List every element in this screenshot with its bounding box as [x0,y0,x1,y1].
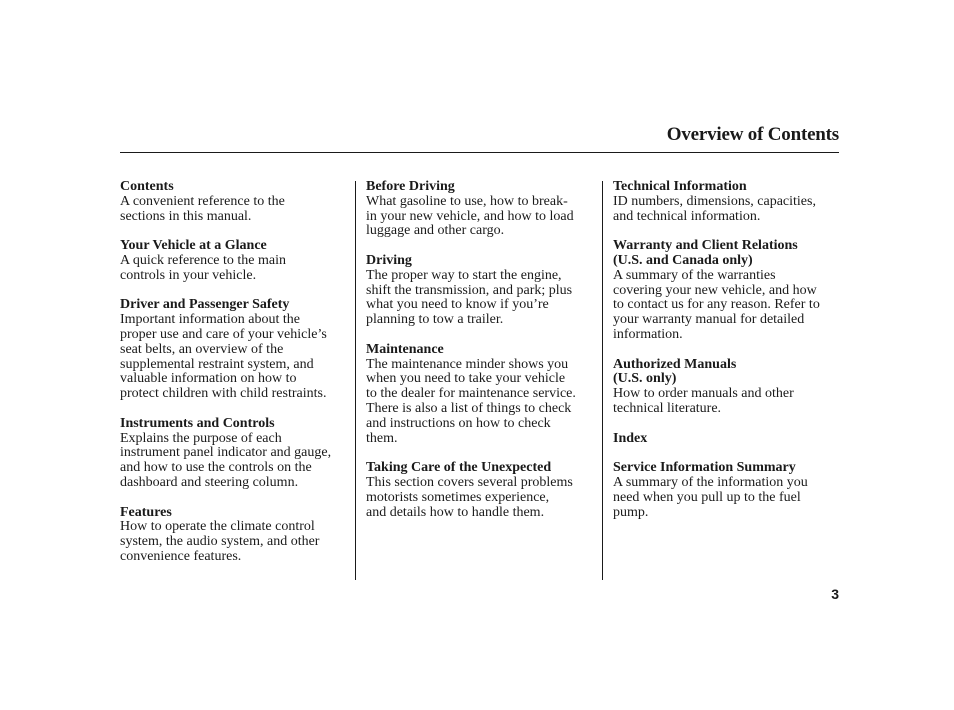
column-middle [366,180,600,535]
section-description: ID numbers, dimensions, capacities, and technical information. [613,193,816,224]
section-warranty-and-client-relations [613,239,841,343]
section-description: A summary of the information you need when you pull up to the fuel pump. [613,474,808,520]
section-description: The maintenance minder shows you when you need to take your vehicle to the dealer for maintenance service. There is also a list of things to check and instructions on how to check them. [366,356,576,446]
section-description: Explains the purpose of each instrument panel indicator and gauge, and how to use the controls on the dashboard and steering column. [120,430,332,490]
section-heading: Maintenance [366,341,444,357]
column-divider-left [355,181,356,580]
column-right [613,180,841,535]
section-heading: Service Information Summary [613,460,796,476]
section-description: Important information about the proper use and care of your vehicle’s seat belts, an overview of the supplemental restraint system, and valuable information on how to protect children with child restraints. [120,312,327,402]
section-description: This section covers several problems motorists sometimes experience, and details how to handle them. [366,474,573,520]
section-description: How to order manuals and other technical literature. [613,386,794,416]
section-heading: Authorized Manuals (U.S. only) [613,356,737,387]
section-features [120,506,354,565]
section-technical-information [613,180,841,224]
section-description: A quick reference to the main controls in your vehicle. [120,252,286,283]
section-contents [120,180,354,224]
section-description: A convenient reference to the sections in this manual. [120,193,285,224]
section-heading: Warranty and Client Relations (U.S. and Canada only) [613,238,798,268]
section-heading: Driving [366,252,412,268]
title-rule [120,152,839,153]
page-number: 3 [831,586,839,602]
section-description: The proper way to start the engine, shift the transmission, and park; plus what you need to know if you’re planning to tow a trailer. [366,267,573,328]
section-heading: Technical Information [613,179,747,194]
section-your-vehicle-at-a-glance [120,239,354,283]
section-service-information-summary [613,461,841,520]
section-description: A summary of the warranties covering your new vehicle, and how to contact us for any reason. Refer to your warranty manual for detailed information. [613,267,820,342]
section-driver-and-passenger-safety [120,298,354,402]
section-index [613,432,841,447]
section-instruments-and-controls [120,417,354,491]
section-heading: Index [613,430,648,446]
section-before-driving [366,180,600,239]
section-driving [366,254,600,328]
section-heading: Taking Care of the Unexpected [366,460,552,476]
section-maintenance [366,343,600,447]
section-heading: Before Driving [366,179,455,194]
section-taking-care-of-the-unexpected [366,461,600,520]
section-heading: Instruments and Controls [120,415,275,431]
column-divider-right [602,181,603,580]
section-heading: Your Vehicle at a Glance [120,238,267,254]
section-heading: Driver and Passenger Safety [120,297,290,313]
section-heading: Contents [120,179,174,194]
section-description: What gasoline to use, how to break- in your new vehicle, and how to load luggage and other cargo. [366,193,574,239]
section-heading: Features [120,504,172,520]
column-left [120,180,354,580]
section-authorized-manuals [613,358,841,417]
section-description: How to operate the climate control system, the audio system, and other convenience features. [120,519,320,564]
page-title: Overview of Contents [666,124,839,145]
